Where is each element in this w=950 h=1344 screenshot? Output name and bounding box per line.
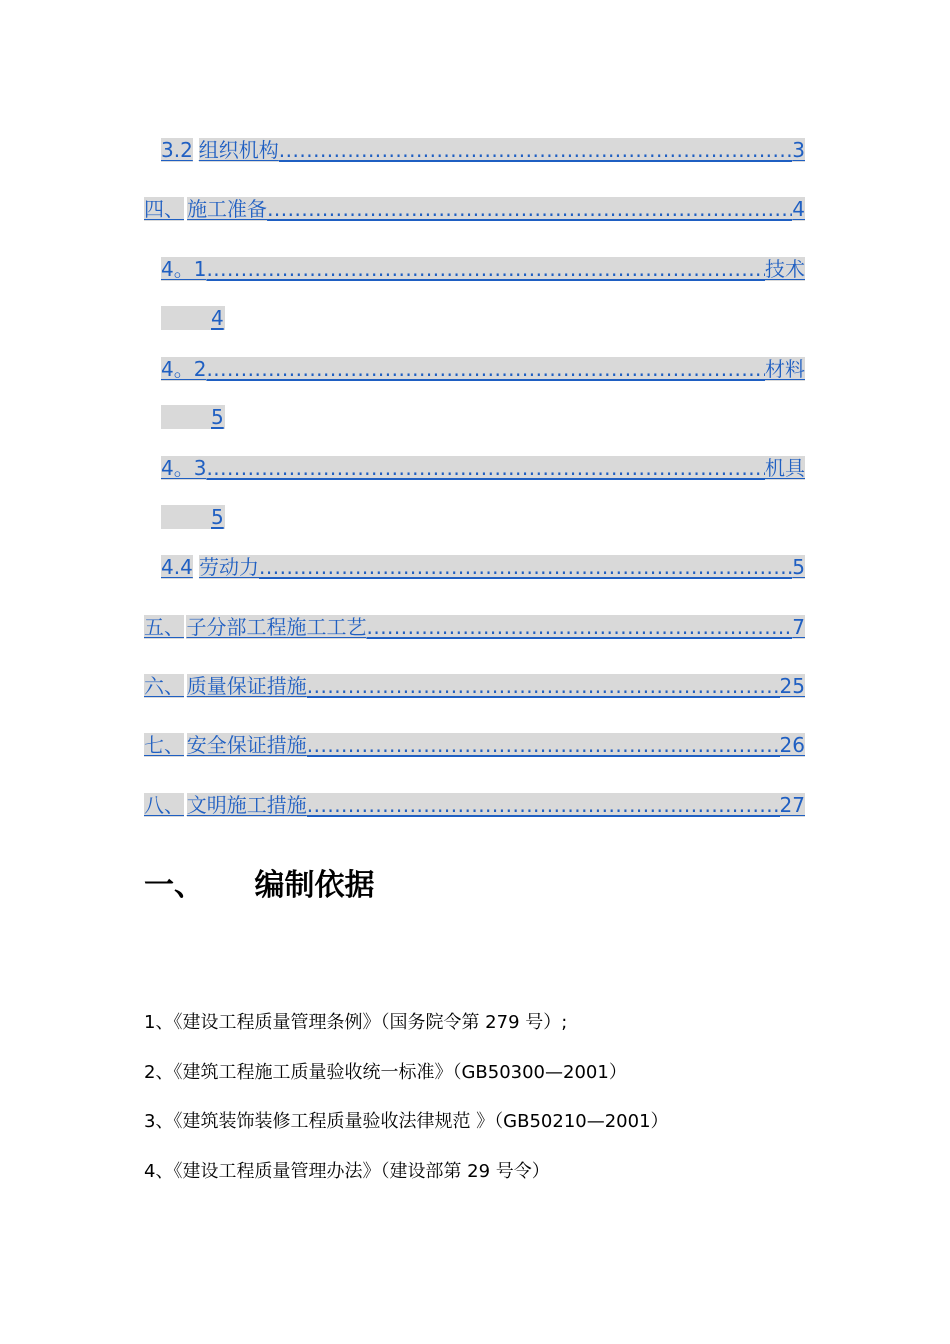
toc-leader-dots: [307, 733, 780, 757]
toc-leader-dots: [259, 555, 792, 579]
toc-leader-dots: [206, 257, 765, 281]
toc-entry-page: 3: [792, 138, 805, 162]
toc-entry-4-4[interactable]: [161, 555, 805, 579]
toc-entry-number: 七、: [144, 733, 184, 757]
reference-item: 3、《建筑装饰装修工程质量验收法律规范 》（GB50210—2001）: [144, 1111, 669, 1132]
toc-entry-title: 组织机构: [198, 138, 279, 162]
toc-entry-title: 材料: [765, 357, 805, 381]
toc-entry-number: 五、: [144, 615, 184, 639]
reference-item: 1、《建设工程质量管理条例》（国务院令第 279 号）;: [144, 1012, 568, 1033]
toc-entry-page: 26: [779, 733, 805, 757]
toc-entry-title: 子分部工程施工工艺: [186, 615, 367, 639]
toc-entry-title: 机具: [765, 456, 805, 480]
toc-entry-3-2[interactable]: [161, 138, 805, 162]
toc-entry-page[interactable]: [161, 405, 225, 429]
toc-entry-number: 4。3: [161, 456, 207, 480]
section-title: 编制依据: [254, 868, 375, 903]
toc-entry-6[interactable]: [144, 674, 805, 698]
section-number: 一、: [144, 868, 204, 903]
toc-entry-page-number: 5: [211, 405, 224, 429]
toc-entry-title: 质量保证措施: [186, 674, 307, 698]
toc-leader-dots: [206, 456, 765, 480]
reference-item: 2、《建筑工程施工质量验收统一标准》（GB50300—2001）: [144, 1062, 627, 1083]
toc-entry-4-3[interactable]: [161, 456, 805, 480]
toc-entry-page: 5: [792, 555, 805, 579]
toc-leader-dots: [267, 197, 792, 221]
toc-entry-title: 劳动力: [199, 555, 260, 579]
toc-entry-page: 7: [792, 615, 805, 639]
toc-leader-dots: [279, 138, 792, 162]
toc-entry-title: 文明施工措施: [186, 793, 307, 817]
toc-entry-5[interactable]: [144, 615, 805, 639]
toc-leader-dots: [307, 793, 780, 817]
toc-entry-number: 4.4: [161, 555, 193, 579]
toc-entry-4-2[interactable]: [161, 357, 805, 381]
toc-entry-4[interactable]: [144, 197, 805, 221]
toc-entry-7[interactable]: [144, 733, 805, 757]
toc-leader-dots: [307, 674, 780, 698]
toc-entry-page[interactable]: [161, 505, 225, 529]
reference-item: 4、《建设工程质量管理办法》（建设部第 29 号令）: [144, 1161, 550, 1182]
toc-entry-title: 安全保证措施: [186, 733, 307, 757]
toc-entry-page: 27: [779, 793, 805, 817]
toc-entry-number: 四、: [144, 197, 184, 221]
toc-leader-dots: [206, 357, 765, 381]
toc-entry-page-number: 5: [211, 505, 224, 529]
toc-entry-page-number: 4: [211, 306, 224, 330]
toc-entry-8[interactable]: [144, 793, 805, 817]
toc-leader-dots: [366, 615, 792, 639]
section-heading: [144, 866, 374, 906]
toc-entry-number: 4。1: [161, 257, 207, 281]
toc-entry-title: 技术: [765, 257, 805, 281]
toc-entry-number: 4。2: [161, 357, 207, 381]
toc-entry-page: 25: [779, 674, 805, 698]
toc-entry-title: 施工准备: [187, 197, 268, 221]
toc-entry-page: 4: [792, 197, 805, 221]
toc-entry-number: 3.2: [161, 138, 193, 162]
toc-entry-number: 八、: [144, 793, 184, 817]
toc-entry-page[interactable]: [161, 306, 225, 330]
toc-entry-4-1[interactable]: [161, 257, 805, 281]
toc-entry-number: 六、: [144, 674, 184, 698]
